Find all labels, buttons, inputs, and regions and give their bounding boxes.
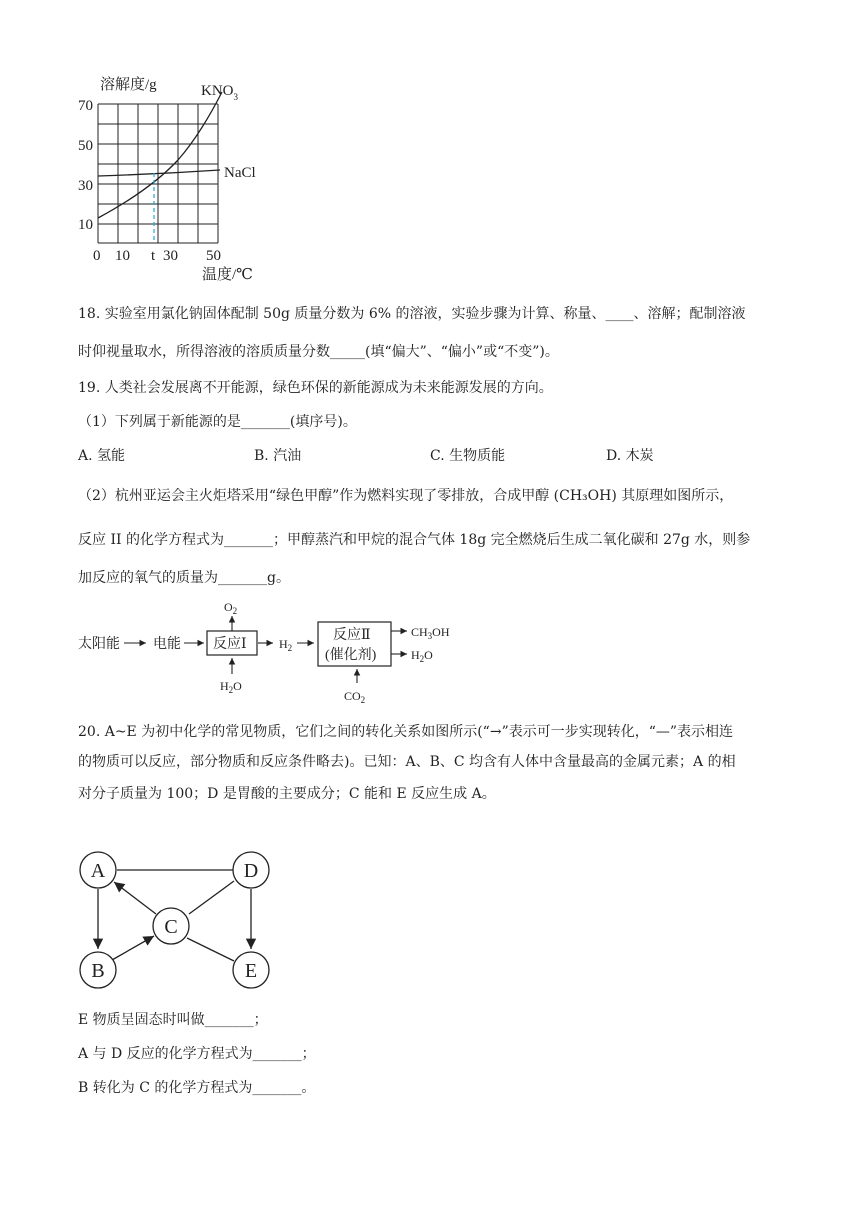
edge-c-d — [189, 881, 234, 914]
flow-o2: $O_2$ — [224, 600, 238, 616]
q19-intro: 19. 人类社会发展离不开能源，绿色环保的新能源成为未来能源发展的方向。 — [78, 380, 553, 396]
nacl-curve — [98, 170, 220, 176]
q18-line-2: 时仰视量取水，所得溶液的溶质质量分数_____(填“偏大”、“偏小”或“不变”)。 — [78, 344, 559, 360]
node-c-label: C — [164, 916, 178, 938]
nacl-label: NaCl — [224, 165, 256, 181]
reaction-2-catalyst: (催化剂) — [325, 648, 377, 663]
q19-sub1: （1）下列属于新能源的是_______(填序号)。 — [78, 414, 357, 430]
kno3-label: $KNO_3$ — [201, 83, 238, 102]
methanol-flow-diagram — [76, 596, 476, 708]
x-tick-30: 30 — [163, 248, 178, 264]
reaction-2-label: 反应Ⅱ — [333, 628, 371, 643]
flow-ch3oh: $CH_3OH$ — [411, 625, 450, 641]
flow-solar: 太阳能 — [78, 637, 120, 652]
q20-line-3: 对分子质量为 100；D 是胃酸的主要成分；C 能和 E 反应生成 A。 — [78, 786, 496, 802]
q20-question-e: E 物质呈固态时叫做_______； — [78, 1012, 268, 1028]
flow-h2o-out: $H_2O$ — [411, 648, 433, 664]
flow-electric: 电能 — [153, 637, 181, 652]
q19-sub2-line-3: 加反应的氧气的质量为_______g。 — [78, 570, 290, 586]
edge-c-a — [114, 882, 156, 914]
q20-question-ad: A 与 D 反应的化学方程式为_______； — [78, 1046, 316, 1062]
solubility-chart — [60, 70, 280, 285]
y-tick-50: 50 — [78, 138, 93, 154]
edge-c-e — [187, 938, 234, 961]
y-tick-70: 70 — [78, 98, 93, 114]
flow-h2: $H_2$ — [279, 637, 293, 653]
q20-line-2: 的物质可以反应，部分物质和反应条件略去)。已知：A、B、C 均含有人体中含量最高的金属元素；A 的相 — [78, 754, 736, 770]
flow-co2: $CO_2$ — [344, 689, 366, 705]
y-axis-title: 溶解度/g — [100, 77, 157, 93]
x-tick-t: t — [151, 248, 156, 264]
node-e-label: E — [244, 960, 258, 982]
edge-b-c — [112, 936, 154, 960]
y-tick-30: 30 — [78, 178, 93, 194]
y-tick-10: 10 — [78, 217, 93, 233]
x-axis-title: 温度/℃ — [202, 267, 253, 283]
node-a-label: A — [90, 860, 106, 882]
node-b-label: B — [91, 960, 105, 982]
x-tick-50: 50 — [206, 248, 221, 264]
q18-line-1: 18. 实验室用氯化钠固体配制 50g 质量分数为 6% 的溶液，实验步骤为计算、称量、____、溶解；配制溶液 — [78, 306, 746, 322]
substance-relation-diagram — [74, 846, 284, 996]
q19-option-b: B. 汽油 — [254, 448, 302, 464]
q19-sub2-line-1: （2）杭州亚运会主火炬塔采用“绿色甲醇”作为燃料实现了零排放，合成甲醇 (CH₃OH) 其原理如图所示， — [78, 488, 734, 504]
flow-h2o-in: $H_2O$ — [220, 679, 242, 695]
q20-line-1: 20. A~E 为初中化学的常见物质，它们之间的转化关系如图所示(“→”表示可一步实现转化，“—”表示相连 — [78, 724, 734, 740]
q20-question-bc: B 转化为 C 的化学方程式为_______。 — [78, 1080, 316, 1096]
q19-option-c: C. 生物质能 — [430, 448, 506, 464]
x-tick-0: 0 — [93, 248, 101, 264]
x-tick-10: 10 — [115, 248, 130, 264]
q19-option-a: A. 氢能 — [78, 448, 126, 464]
q19-option-d: D. 木炭 — [606, 448, 654, 464]
q19-sub2-line-2: 反应 II 的化学方程式为_______；甲醇蒸汽和甲烷的混合气体 18g 完全燃烧后生成二氧化碳和 27g 水，则参 — [78, 532, 751, 548]
reaction-1-label: 反应Ⅰ — [213, 637, 247, 652]
node-d-label: D — [243, 860, 259, 882]
kno3-curve — [98, 92, 222, 218]
